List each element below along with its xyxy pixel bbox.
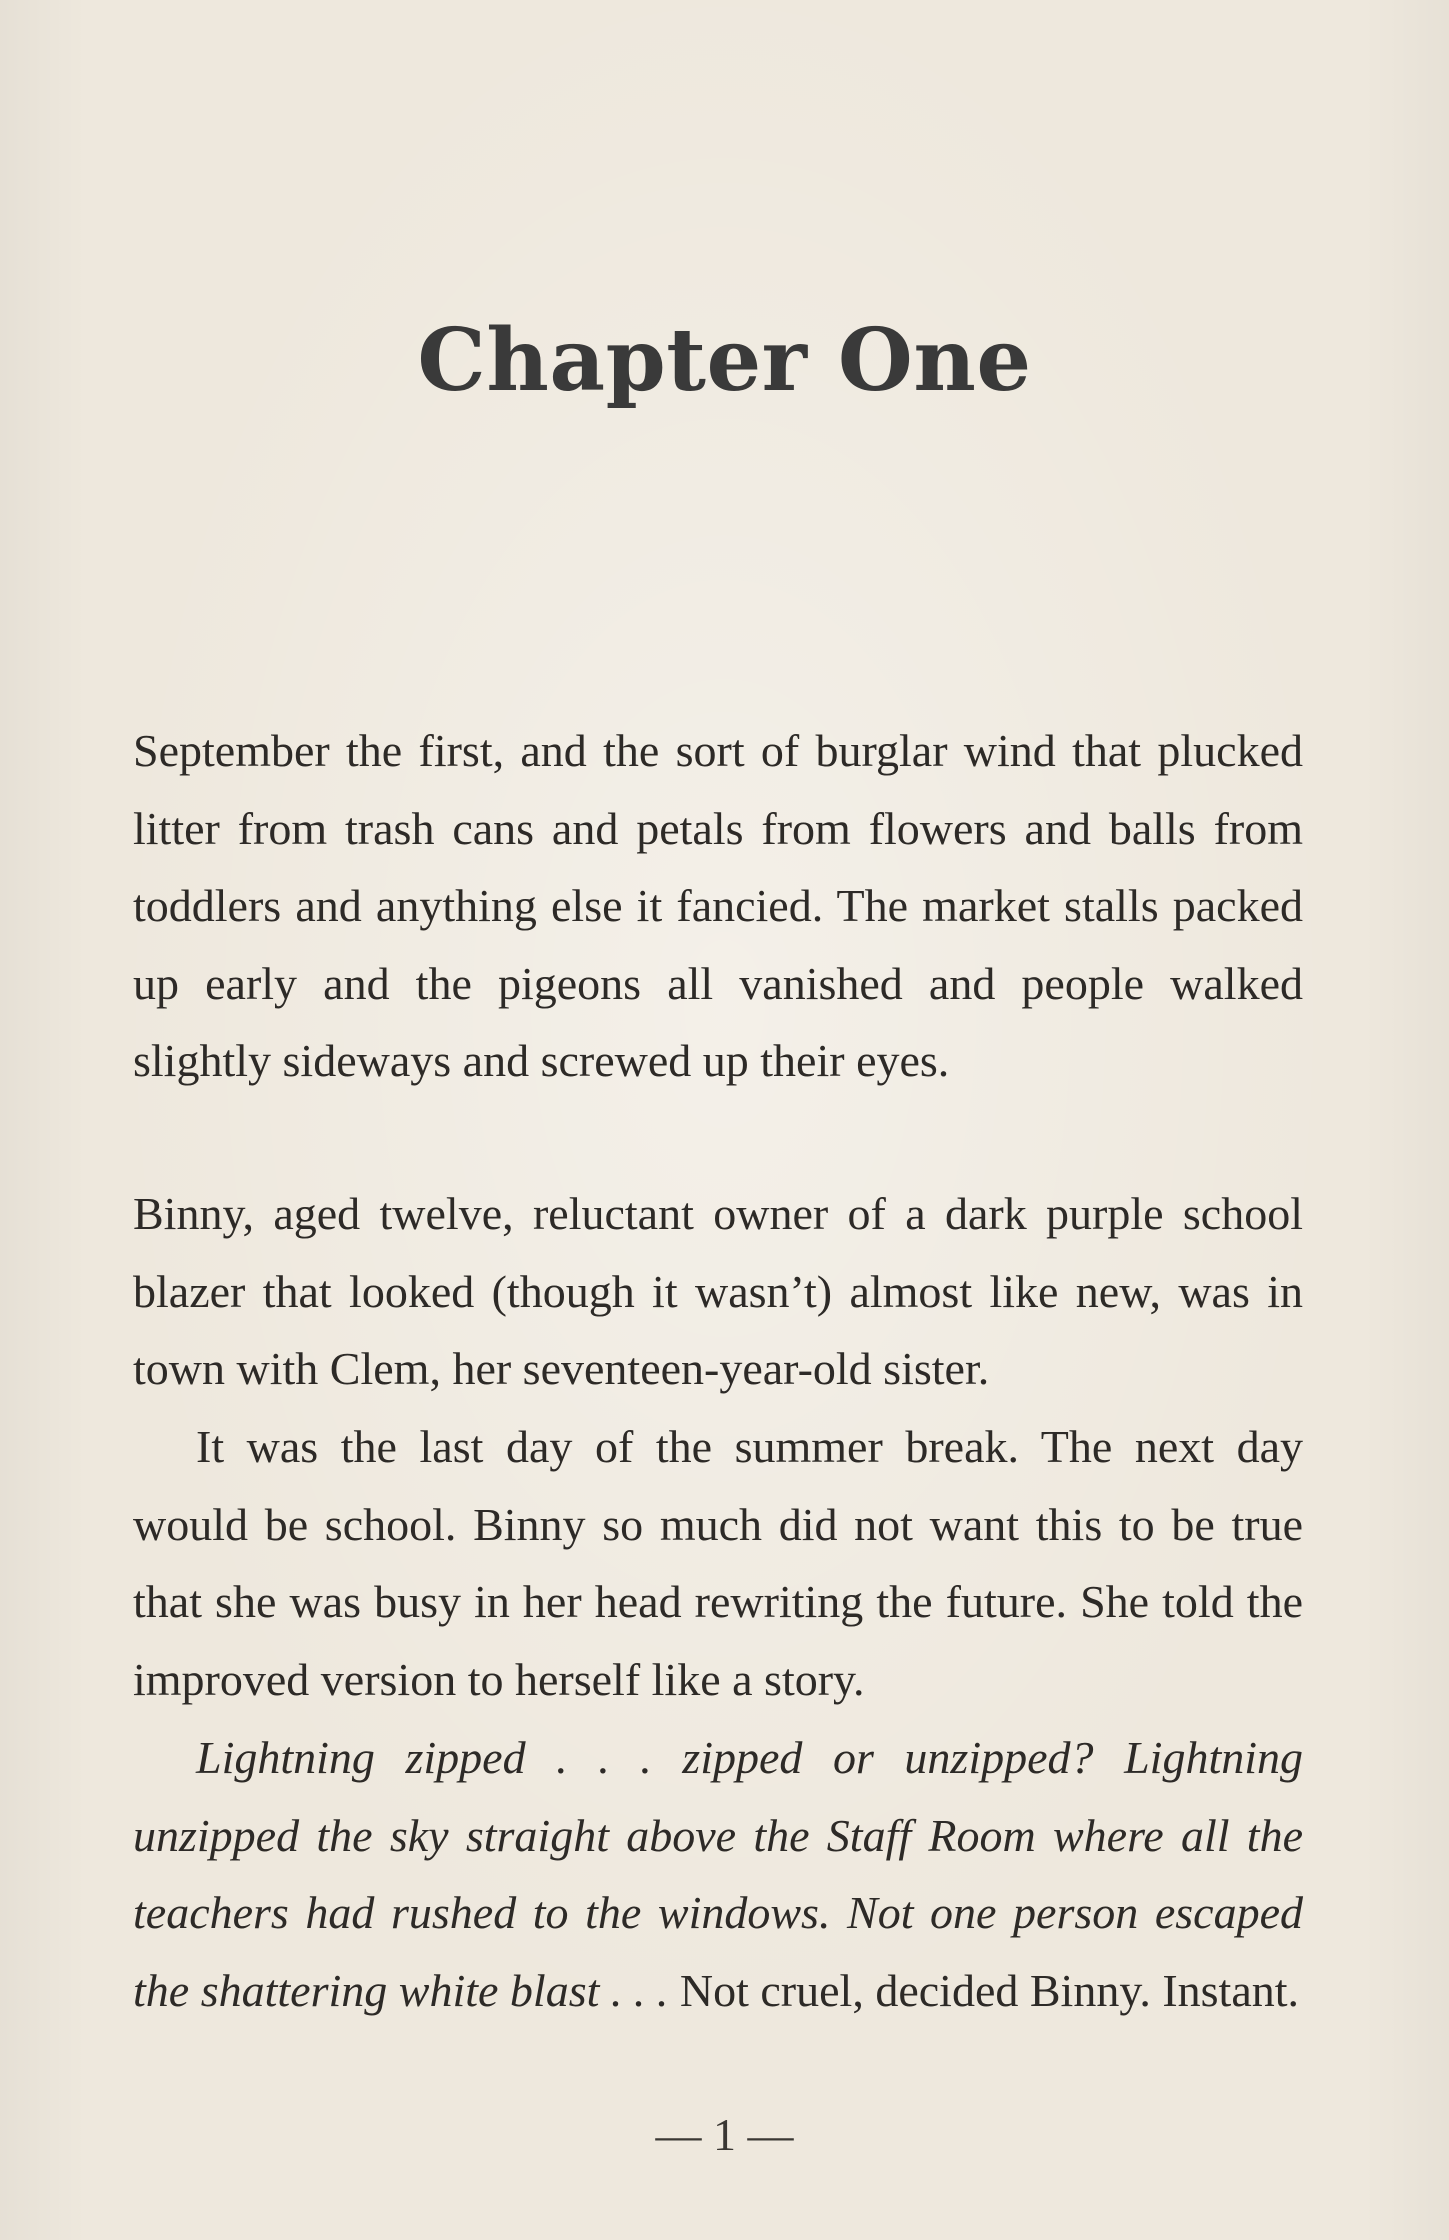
paragraph-2: Binny, aged twelve, reluctant owner of a dark purple school blazer that looked (though it wasn’t) almost like new, was in town with Clem, her seventeen-year-old sister. [133,1188,1303,1394]
page-number: — 1 — [655,2109,794,2160]
paragraph-4-roman-text: Not cruel, decided Binny. Instant. [668,1964,1300,2016]
paragraph-3: It was the last day of the summer break. The next day would be school. Binny so much did not want this to be true that she was busy in her head rewriting the future. She told the improved version to herself like a story. [133,1421,1303,1705]
paragraph-4-italic-text: Lightning zipped . . . zipped or unzipped? Lightning unzipped the sky straight above the Staff Room where all the teachers had rushed to the windows. Not one person escaped the shattering white blast . . . [133,1732,1303,2016]
paragraph-4 [133,1719,1303,2029]
paragraph-1: September the first, and the sort of burglar wind that plucked litter from trash cans and petals from flowers and balls from toddlers and anything else it fancied. The market stalls packed up early and the pigeons all vanished and people walked slightly sideways and screwed up their eyes. [133,725,1303,1086]
chapter-title: Chapter One [417,310,1032,411]
